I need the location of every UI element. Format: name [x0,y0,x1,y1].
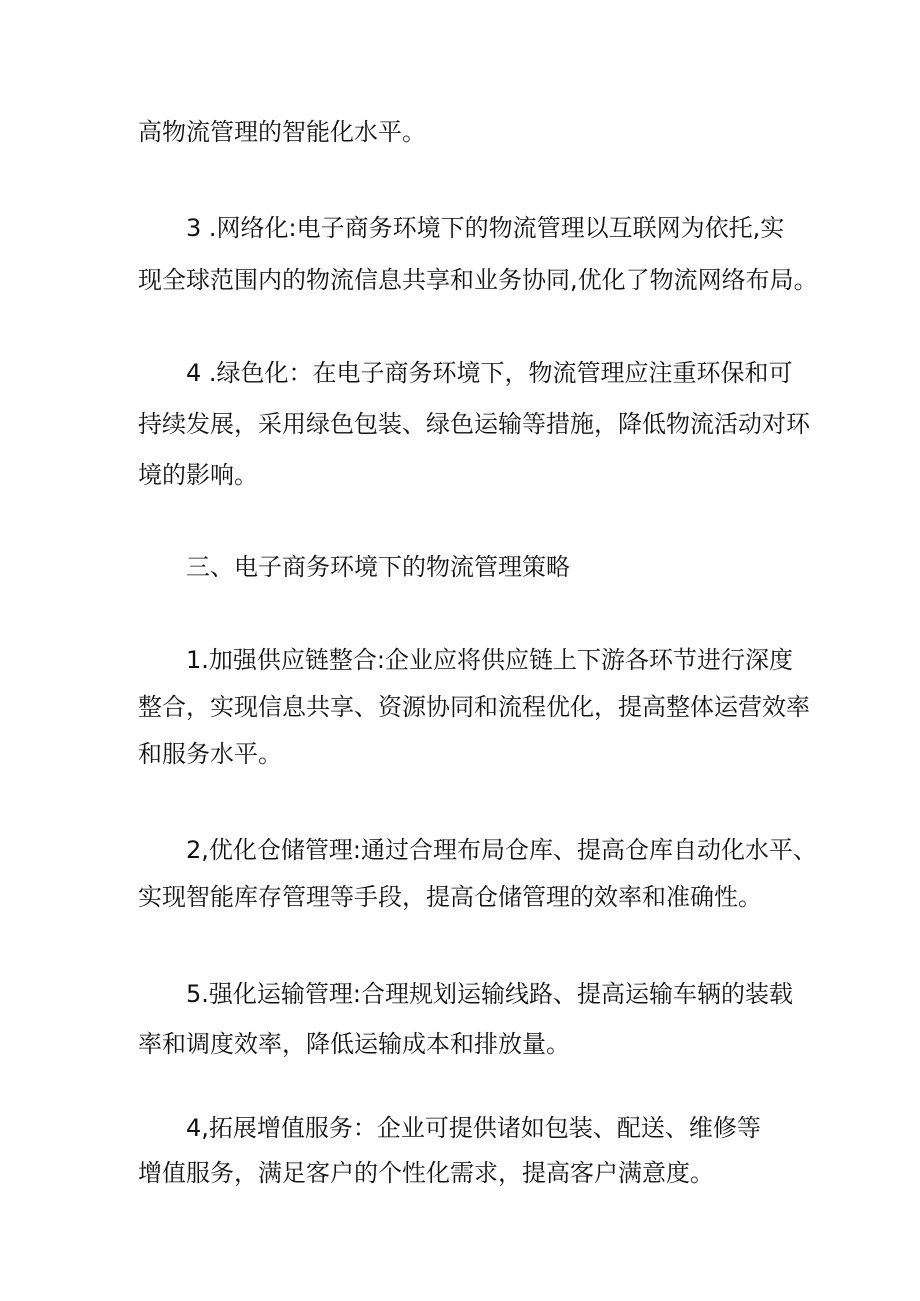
item-4-green-line-2: 持续发展，采用绿色包装、绿色运输等措施，降低物流活动对环 [138,410,810,438]
strategy-1-line-2: 整合，实现信息共享、资源协同和流程优化，提高整体运营效率 [138,693,810,721]
item-4-green-line-1: 4 .绿色化：在电子商务环境下，物流管理应注重环保和可 [186,359,793,387]
strategy-3-line-2: 率和调度效率，降低运输成本和排放量。 [138,1030,570,1058]
item-4-green-line-3: 境的影响。 [138,461,258,489]
strategy-3-line-1: 5.强化运输管理:合理规划运输线路、提高运输车辆的装载 [186,980,793,1008]
section-heading-strategies: 三、电子商务环境下的物流管理策略 [186,553,570,581]
item-3-networking-line-2: 现全球范围内的物流信息共享和业务协同,优化了物流网络布局。 [138,266,818,294]
strategy-4-line-2: 增值服务，满足客户的个性化需求，提高客户满意度。 [138,1159,714,1187]
item-3-networking-line-1: 3 .网络化:电子商务环境下的物流管理以互联网为依托,实 [186,214,785,242]
strategy-2-line-2: 实现智能库存管理等手段，提高仓储管理的效率和准确性。 [138,883,762,911]
strategy-4-line-1: 4,拓展增值服务：企业可提供诸如包装、配送、维修等 [186,1114,761,1142]
strategy-1-line-3: 和服务水平。 [138,740,282,768]
strategy-1-line-1: 1.加强供应链整合:企业应将供应链上下游各环节进行深度 [186,646,793,674]
strategy-2-line-1: 2,优化仓储管理:通过合理布局仓库、提高仓库自动化水平、 [186,836,817,864]
paragraph-line-intelligence-end: 高物流管理的智能化水平。 [138,118,426,146]
